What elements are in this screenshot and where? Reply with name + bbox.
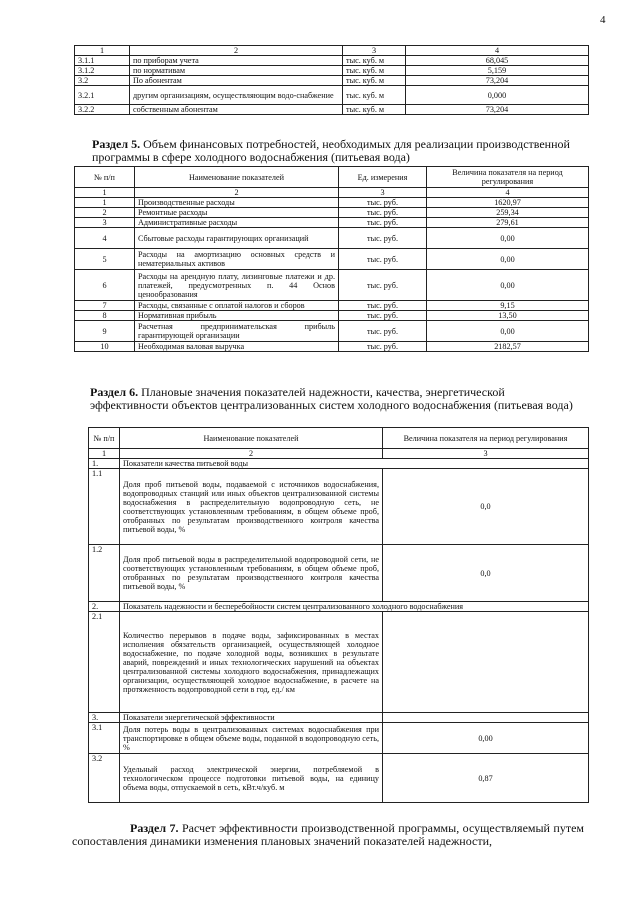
- row-value: [383, 612, 589, 713]
- row-label: Удельный расход электрической энергии, потребляемой в технологическом процессе подготовки питьевой воды, на единицу объема воды, отпускаемой в сеть, кВт.ч/куб. м: [120, 754, 383, 803]
- row-value: 0,000: [406, 86, 589, 105]
- row-unit: тыс. руб.: [339, 342, 427, 352]
- row-value: 0,00: [427, 228, 589, 249]
- row-number: 1.1: [89, 469, 120, 545]
- row-value: 0,0: [383, 469, 589, 545]
- column-header: Величина показателя на период регулирования: [427, 167, 589, 188]
- column-number: 4: [406, 46, 589, 56]
- table-number-row: [89, 449, 589, 459]
- row-unit: тыс. куб. м: [343, 66, 406, 76]
- row-label: Нормативная прибыль: [135, 311, 339, 321]
- row-label: Административные расходы: [135, 218, 339, 228]
- row-label: Ремонтные расходы: [135, 208, 339, 218]
- row-number: 8: [75, 311, 135, 321]
- row-unit: тыс. руб.: [339, 311, 427, 321]
- row-unit: тыс. куб. м: [343, 76, 406, 86]
- row-number: 3.2.1: [75, 86, 130, 105]
- row-label: Расходы, связанные с оплатой налогов и сборов: [135, 301, 339, 311]
- column-number: 1: [75, 46, 130, 56]
- row-label: Расчетная предпринимательская прибыль гарантирующей организации: [135, 321, 339, 342]
- section-label: Показатели энергетической эффективности: [120, 713, 383, 723]
- row-number: 6: [75, 270, 135, 301]
- row-value: 68,045: [406, 56, 589, 66]
- row-number: 3: [75, 218, 135, 228]
- row-number: 4: [75, 228, 135, 249]
- row-unit: тыс. куб. м: [343, 105, 406, 115]
- column-number: 3: [339, 188, 427, 198]
- column-number: 1: [75, 188, 135, 198]
- row-value: 13,50: [427, 311, 589, 321]
- row-value: 259,34: [427, 208, 589, 218]
- table-row: [75, 66, 589, 76]
- row-value: 73,204: [406, 105, 589, 115]
- table-row: [75, 311, 589, 321]
- row-label: по нормативам: [130, 66, 343, 76]
- row-label: Доля проб питьевой воды, подаваемой с источников водоснабжения, водопроводных станций или иных объектов централизованной системы водоснабжения в распределительную водопроводную сеть, не соответствующих установленным требованиям, в общем объеме проб, отобранных по результатам производственного контроля качества питьевой воды, %: [120, 469, 383, 545]
- row-number: 2.: [89, 602, 120, 612]
- row-label: Доля проб питьевой воды в распределительной водопроводной сети, не соответствующих установленным требованиям, в общем объеме проб, отобранных по результатам производственного контроля качества питьевой воды, %: [120, 545, 383, 602]
- table-row: [75, 342, 589, 352]
- section-6-label: Раздел 6.: [90, 385, 139, 399]
- section-label: Показатели качества питьевой воды: [120, 459, 589, 469]
- row-unit: тыс. руб.: [339, 249, 427, 270]
- table-row: [75, 218, 589, 228]
- row-label: собственным абонентам: [130, 105, 343, 115]
- row-number: 3.1.2: [75, 66, 130, 76]
- row-number: 1: [75, 198, 135, 208]
- column-number: 2: [130, 46, 343, 56]
- row-unit: тыс. руб.: [339, 270, 427, 301]
- row-unit: тыс. руб.: [339, 321, 427, 342]
- column-number: 2: [135, 188, 339, 198]
- column-header: Наименование показателей: [135, 167, 339, 188]
- column-header: № п/п: [75, 167, 135, 188]
- column-number: 3: [383, 449, 589, 459]
- row-number: 5: [75, 249, 135, 270]
- row-label: Необходимая валовая выручка: [135, 342, 339, 352]
- row-label: по приборам учета: [130, 56, 343, 66]
- row-number: 7: [75, 301, 135, 311]
- row-label: Расходы на арендную плату, лизинговые платежи и др. платежей, предусмотренных п. 44 Основ ценообразования: [135, 270, 339, 301]
- table-row: [75, 228, 589, 249]
- row-number: 3.: [89, 713, 120, 723]
- row-unit: тыс. руб.: [339, 218, 427, 228]
- row-label: По абонентам: [130, 76, 343, 86]
- row-value: 0,00: [427, 270, 589, 301]
- column-header: Наименование показателей: [120, 428, 383, 449]
- section-5-heading: [92, 138, 582, 164]
- row-number: 9: [75, 321, 135, 342]
- row-number: 10: [75, 342, 135, 352]
- row-label: Доля потерь воды в централизованных системах водоснабжения при транспортировке в общем объеме воды, поданной в водопроводную сеть, %: [120, 723, 383, 754]
- section-7-paragraph: [72, 822, 584, 848]
- row-label: Количество перерывов в подаче воды, зафиксированных в местах исполнения обязательств организацией, осуществляющей холодное водоснабжение, по подаче холодной воды, возникших в результате аварий, повреждений и иных технологических нарушений на объектах централизованной системы холодного водоснабжения, принадлежащих организации, осуществляющей холодное водоснабжение, в расчете на протяженность водопроводной сети в год, ед./ км: [120, 612, 383, 713]
- row-unit: тыс. руб.: [339, 228, 427, 249]
- row-unit: тыс. руб.: [339, 301, 427, 311]
- table-header-row: [89, 428, 589, 449]
- table-header-row: [75, 46, 589, 56]
- column-number: 1: [89, 449, 120, 459]
- section-5-label: Раздел 5.: [92, 137, 141, 151]
- table-header-row: [75, 167, 589, 188]
- row-number: 3.1: [89, 723, 120, 754]
- column-number: 4: [427, 188, 589, 198]
- row-value: 279,61: [427, 218, 589, 228]
- table-row: [75, 270, 589, 301]
- table-number-row: [75, 188, 589, 198]
- table-row: [89, 469, 589, 545]
- row-value: 0,0: [383, 545, 589, 602]
- table-row: [89, 754, 589, 803]
- row-number: 1.: [89, 459, 120, 469]
- row-number: 1.2: [89, 545, 120, 602]
- indicators-table: [88, 427, 589, 803]
- table-section-row: [89, 713, 589, 723]
- row-value: 0,00: [383, 723, 589, 754]
- section-5-title: Объем финансовых потребностей, необходимых для реализации производственной программы в сфере холодного водоснабжения (питьевая вода): [92, 137, 570, 164]
- column-number: 3: [343, 46, 406, 56]
- row-value: 2182,57: [427, 342, 589, 352]
- table-row: [75, 76, 589, 86]
- column-number: 2: [120, 449, 383, 459]
- table-row: [75, 249, 589, 270]
- financial-needs-table: [74, 166, 589, 352]
- table-row: [75, 86, 589, 105]
- column-header: № п/п: [89, 428, 120, 449]
- table-section-row: [89, 602, 589, 612]
- row-number: 3.1.1: [75, 56, 130, 66]
- page-number: 4: [600, 14, 606, 26]
- row-value: 0,00: [427, 321, 589, 342]
- empty-cell: [383, 713, 589, 723]
- table-row: [89, 612, 589, 713]
- table-row: [89, 723, 589, 754]
- section-label: Показатель надежности и бесперебойности систем централизованного холодного водоснабжения: [120, 602, 589, 612]
- table-row: [75, 301, 589, 311]
- row-number: 3.2: [75, 76, 130, 86]
- section-7-text: Расчет эффективности производственной программы, осуществляемый путем сопоставления динамики изменения плановых значений показателей надежности,: [72, 821, 584, 848]
- section-6-heading: [90, 386, 582, 412]
- row-unit: тыс. руб.: [339, 198, 427, 208]
- row-label: Расходы на амортизацию основных средств и нематериальных активов: [135, 249, 339, 270]
- section-7-label: Раздел 7.: [130, 821, 179, 835]
- row-value: 9,15: [427, 301, 589, 311]
- row-unit: тыс. руб.: [339, 208, 427, 218]
- row-unit: тыс. куб. м: [343, 86, 406, 105]
- row-value: 1620,97: [427, 198, 589, 208]
- row-value: 5,159: [406, 66, 589, 76]
- row-value: 0,87: [383, 754, 589, 803]
- table-row: [75, 321, 589, 342]
- table-row: [75, 198, 589, 208]
- table-row: [89, 545, 589, 602]
- column-header: Величина показателя на период регулирования: [383, 428, 589, 449]
- section-6-title: Плановые значения показателей надежности, качества, энергетической эффективности объектов централизованных систем холодного водоснабжения (питьевая вода): [90, 385, 573, 412]
- row-number: 3.2.2: [75, 105, 130, 115]
- row-label: другим организациям, осуществляющим водо-снабжение: [130, 86, 343, 105]
- table-row: [75, 56, 589, 66]
- column-header: Ед. измерения: [339, 167, 427, 188]
- table-section-row: [89, 459, 589, 469]
- row-unit: тыс. куб. м: [343, 56, 406, 66]
- row-number: 3.2: [89, 754, 120, 803]
- row-label: Сбытовые расходы гарантирующих организаций: [135, 228, 339, 249]
- table-row: [75, 208, 589, 218]
- row-number: 2.1: [89, 612, 120, 713]
- row-number: 2: [75, 208, 135, 218]
- row-value: 0,00: [427, 249, 589, 270]
- row-value: 73,204: [406, 76, 589, 86]
- table-row: [75, 105, 589, 115]
- row-label: Производственные расходы: [135, 198, 339, 208]
- volumes-table: [74, 45, 589, 115]
